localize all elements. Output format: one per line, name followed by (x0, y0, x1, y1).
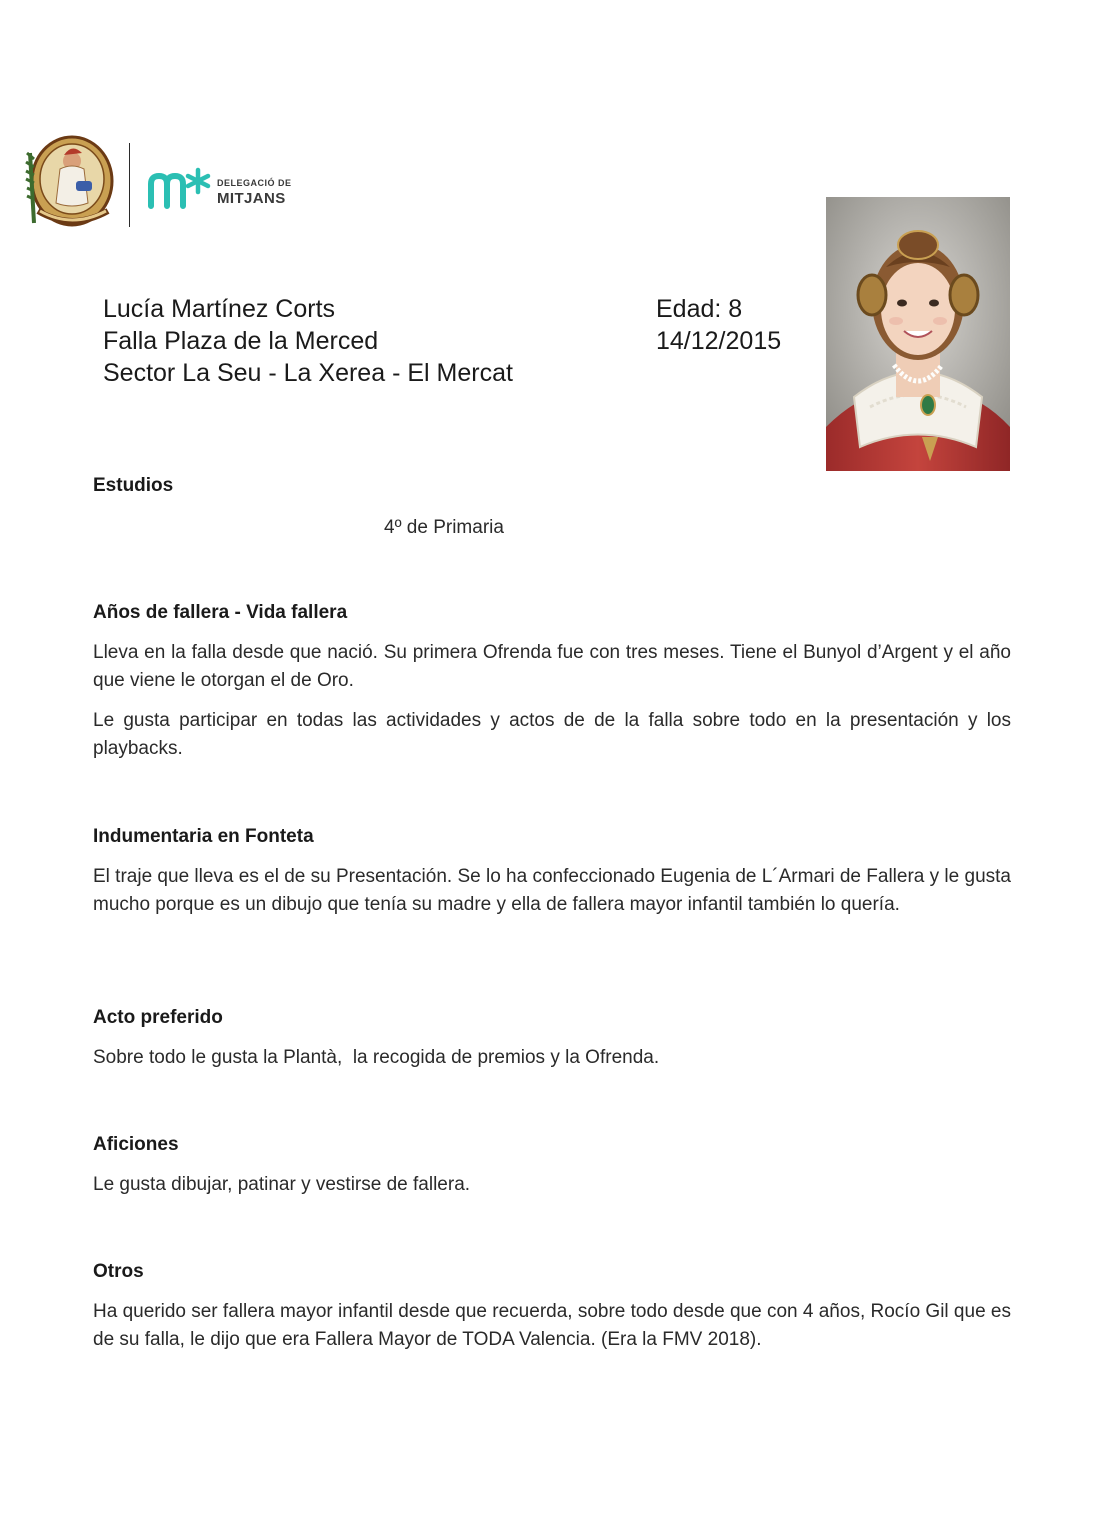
section-estudios (93, 474, 1011, 498)
section-title-aficiones: Aficiones (93, 1134, 179, 1155)
header-divider (129, 143, 130, 227)
section-title-anos-de-fallera: Años de fallera - Vida fallera (93, 602, 348, 623)
section-title-estudios: Estudios (93, 475, 174, 496)
paragraph: Ha querido ser fallera mayor infantil desde que recuerda, sobre todo desde que con 4 años, Rocío Gil que es de su falla, le dijo que era Fallera Mayor de TODA Valencia. (Era la FMV 2018). (93, 1301, 1011, 1350)
section-acto-preferido (93, 1006, 1011, 1072)
delegacio-de-mitjans-logo (146, 166, 292, 214)
section-title-otros: Otros (93, 1261, 144, 1282)
mitjans-logo-main-text: MITJANS (217, 190, 286, 207)
section-title-indumentaria: Indumentaria en Fonteta (93, 826, 314, 847)
mitjans-logo-small-text: DELEGACIÓ DE (217, 178, 292, 188)
falla-name: Falla Plaza de la Merced (103, 327, 379, 355)
paragraph: Le gusta participar en todas las actividades y actos de de la falla sobre todo en la presentación y los playbacks. (93, 710, 1011, 759)
section-indumentaria (93, 825, 1011, 919)
paragraph: El traje que lleva es el de su Presentación. Se lo ha confeccionado Eugenia de L´Armari de Fallera y le gusta mucho porque es un dibujo que tenía su madre y ella de fallera mayor infantil también lo quería. (93, 866, 1011, 915)
paragraph: Sobre todo le gusta la Plantà, la recogida de premios y la Ofrenda. (93, 1047, 660, 1068)
sector-name: Sector La Seu - La Xerea - El Mercat (103, 359, 513, 387)
junta-central-fallera-logo (20, 133, 118, 231)
estudios-value: 4º de Primaria (384, 517, 504, 538)
birth-date: 14/12/2015 (656, 327, 782, 355)
section-otros (93, 1260, 1011, 1354)
portrait-photo (826, 197, 1010, 471)
age: Edad: 8 (656, 295, 743, 323)
paragraph: Lleva en la falla desde que nació. Su primera Ofrenda fue con tres meses. Tiene el Bunyol d’Argent y el año que viene le otorgan el de Oro. (93, 642, 1011, 691)
section-anos-de-fallera (93, 601, 1011, 763)
section-aficiones (93, 1133, 1011, 1199)
fallera-name: Lucía Martínez Corts (103, 295, 336, 323)
section-title-acto-preferido: Acto preferido (93, 1007, 223, 1028)
paragraph: Le gusta dibujar, patinar y vestirse de fallera. (93, 1174, 471, 1195)
